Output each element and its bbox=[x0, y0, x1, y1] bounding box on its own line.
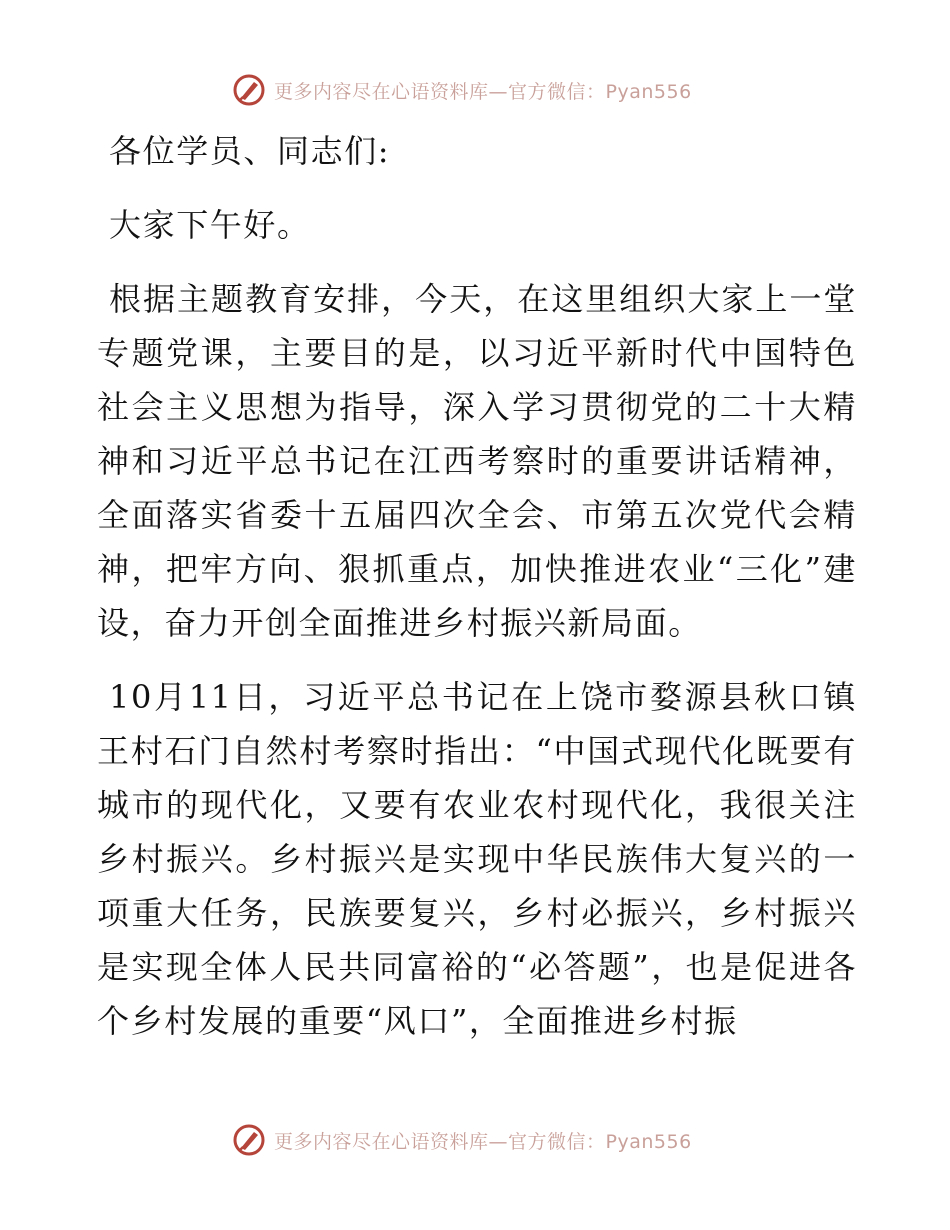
footer-watermark bbox=[232, 1122, 752, 1158]
greeting: 大家下午好。 bbox=[109, 206, 311, 244]
header-watermark bbox=[232, 72, 752, 108]
quill-pen-logo-icon bbox=[232, 1123, 266, 1157]
salutation: 各位学员、同志们: bbox=[109, 132, 391, 170]
quill-pen-logo-icon bbox=[232, 73, 266, 107]
body-paragraph: 10月11日，习近平总书记在上饶市婺源县秋口镇王村石门自然村考察时指出：“中国式现代化既要有城市的现代化，又要有农业农村现代化，我很关注乡村振兴。乡村振兴是实现中华民族伟大复兴的一项重大任务，民族要复兴，乡村必振兴，乡村振兴是实现全体人民共同富裕的“必答题”，也是促进各个乡村发展的重要“风口”，全面推进乡村振 bbox=[97, 678, 857, 1040]
watermark-text: 更多内容尽在心语资料库—官方微信：Pyan556 bbox=[274, 1130, 692, 1153]
body-paragraph: 根据主题教育安排，今天，在这里组织大家上一堂专题党课，主要目的是，以习近平新时代中国特色社会主义思想为指导，深入学习贯彻党的二十大精神和习近平总书记在江西考察时的重要讲话精神，全面落实省委十五届四次全会、市第五次党代会精神，把牢方向、狠抓重点，加快推进农业“三化”建设，奋力开创全面推进乡村振兴新局面。 bbox=[97, 280, 857, 642]
document-body bbox=[97, 124, 857, 1048]
watermark-text: 更多内容尽在心语资料库—官方微信：Pyan556 bbox=[274, 80, 692, 103]
